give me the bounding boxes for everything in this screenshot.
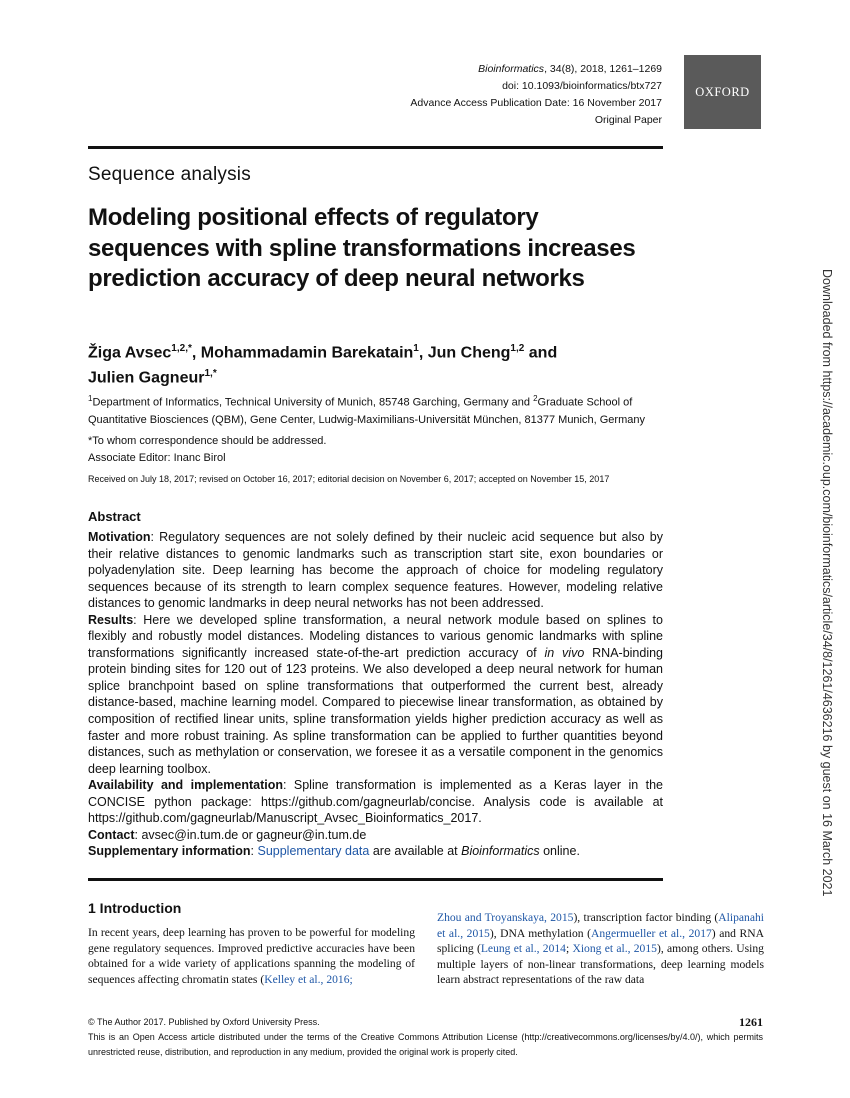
journal-name: Bioinformatics [478, 63, 545, 75]
abstract-results: Results: Here we developed spline transformation, a neural network module based on splines to flexibly and robustly model distances. Modeling distances to various genomic landmarks with spline transformations significantly increased state-of-the-art prediction accuracy of in vivo RNA-binding protein binding sites for 120 out of 123 proteins. We also developed a deep neural network for human splice branchpoint based on spline transformations that outperformed the current best, already distance-based, machine learning model. Compared to piecewise linear transformation, as obtained by composition of rectified linear units, spline transformation yields higher prediction accuracy as well as faster and more robust training. As spline transformation can be applied to further quantities beyond distances, such as methylation or conservation, we foresee it as a versatile component in the genomics deep learning toolbox. [88, 612, 664, 776]
author-cheng: Jun Cheng [427, 344, 511, 362]
author-barekatain: Mohammadamin Barekatain [200, 344, 414, 362]
article-title: Modeling positional effects of regulatory sequences with spline transformations increases prediction accuracy of deep neural networks [88, 204, 636, 292]
intro-column-left: In recent years, deep learning has proven to be powerful for modeling gene regulatory sequences. Improved predictive accuracies have been obtained for a wide variety of applications spanning the modeling of sequences affecting chromatin states (Kelley et al., 2016; [88, 926, 415, 986]
received-dates: Received on July 18, 2017; revised on October 16, 2017; editorial decision on November 6, 2017; accepted on November 15, 2017 [88, 474, 610, 484]
oxford-logo: OXFORD [684, 55, 761, 129]
ref-alipanahi[interactable]: Alipanahi et al., 2015 [437, 911, 764, 940]
header-rule [88, 146, 663, 149]
abstract-availability: Availability and implementation: Spline transformation is implemented as a Keras layer in the CONCISE python package: https://github.com/gagneurlab/concise. Analysis code is available at https://github.com/gagneurlab/Manuscript_Avsec_Bioinformatics_2017. [88, 778, 663, 826]
introduction-heading: 1 Introduction [88, 900, 182, 916]
abstract-supplementary: Supplementary information: Supplementary data are available at Bioinformatics online. [88, 844, 580, 859]
ref-leung[interactable]: Leung et al., 2014 [480, 942, 566, 956]
license-notice: This is an Open Access article distributed under the terms of the Creative Commons Attribution License (http://creativecommons.org/licenses/by/4.0/), which permits unrestricted reuse, distribution, and reproduction in any medium, provided the original work is properly cited. [88, 1032, 763, 1057]
author-avsec: Žiga Avsec [88, 344, 172, 362]
associate-editor: Associate Editor: Inanc Birol [88, 452, 226, 464]
ref-xiong[interactable]: Xiong et al., 2015 [572, 942, 657, 956]
affiliations: $^1$Department of Informatics, Technical University of Munich, 85748 Garching, Germany and $^2$Graduate School of Quantitative Biosciences (QBM), Gene Center, Ludwig-Maximilians-Universität München, 81377 Munich, Germany [88, 394, 645, 426]
paper-type: Original Paper [594, 114, 662, 126]
download-notice: Downloaded from https://academic.oup.com/bioinformatics/article/34/8/1261/4636216 by guest on 16 March 2021 [820, 269, 834, 897]
abstract-contact: Contact: avsec@in.tum.de or gagneur@in.tum.de [88, 827, 367, 842]
abstract-heading: Abstract [88, 509, 141, 524]
advance-access-date: Advance Access Publication Date: 16 November 2017 [410, 97, 662, 109]
intro-column-right: Zhou and Troyanskaya, 2015), transcription factor binding (Alipanahi et al., 2015), DNA methylation (Angermueller et al., 2017) and RNA splicing (Leung et al., 2014; Xiong et al., 2015), among others. Using multiple layers of non-linear transformations, deep learning models learn abstract representations of the raw data [437, 911, 764, 987]
abstract-rule [88, 878, 663, 881]
download-sidebar [817, 269, 839, 897]
page-number: 1261 [739, 1015, 763, 1029]
copyright-notice: © The Author 2017. Published by Oxford University Press. [88, 1017, 320, 1027]
doi[interactable]: doi: 10.1093/bioinformatics/btx727 [502, 80, 662, 92]
correspondence-note: *To whom correspondence should be addressed. [88, 435, 327, 447]
correspondence-block [88, 433, 673, 467]
ref-kelley[interactable]: Kelley et al., 2016; [264, 972, 353, 986]
supplementary-data-link[interactable]: Supplementary data [257, 844, 370, 859]
author-list: Žiga Avsec$^{1,2,*}$, Mohammadamin Barekatain$^1$, Jun Cheng$^{1,2}$ and Julien Gagneur$^{1,*}$ [88, 343, 558, 387]
abstract-motivation: Motivation: Regulatory sequences are not solely defined by their nucleic acid sequence but also by their relative distances to genomic landmarks such as transcription start site, exon boundaries or polyadenylation site. Deep learning has become the approach of choice for modeling regulatory sequences because of its strength to learn complex sequence features. However, modeling relative distances to genomic landmarks in deep neural networks has not been addressed. [88, 530, 663, 611]
ref-angermueller[interactable]: Angermueller et al., 2017 [591, 926, 712, 940]
ref-zhou[interactable]: Zhou and Troyanskaya, 2015 [437, 911, 574, 924]
journal-citation: Bioinformatics, 34(8), 2018, 1261–1269 [478, 63, 662, 75]
abstract-body [88, 529, 663, 860]
section-label: Sequence analysis [88, 164, 251, 185]
author-gagneur: Julien Gagneur [88, 369, 205, 387]
